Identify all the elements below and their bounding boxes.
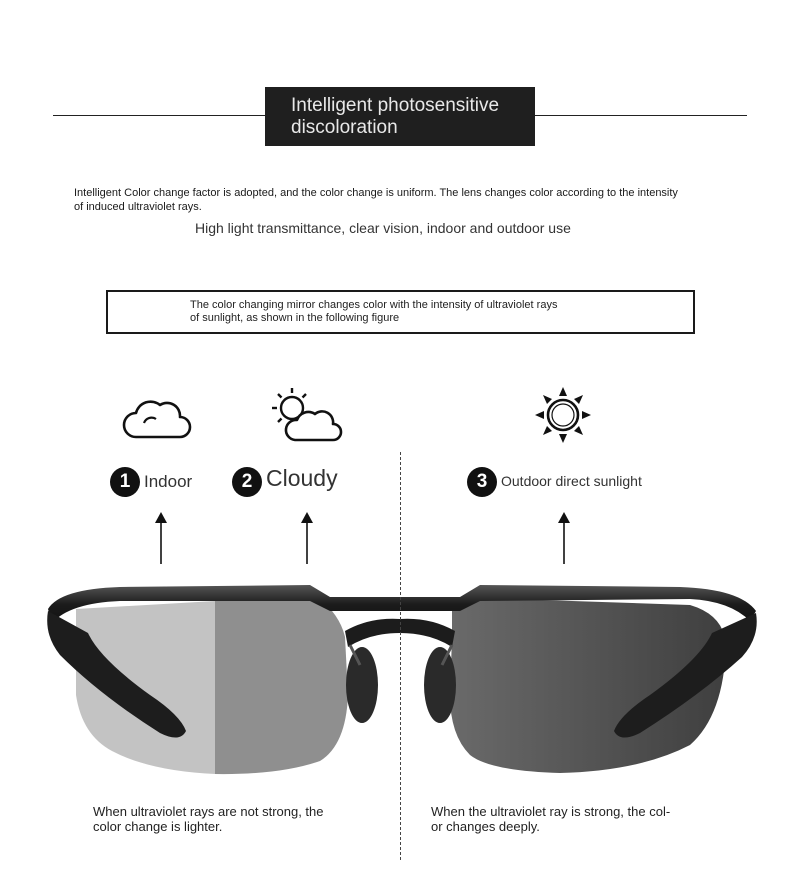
label-cloudy: Cloudy [266,465,338,491]
caption-left-line-2: color change is lighter. [93,819,223,834]
sun-cloud-icon [267,384,343,444]
title-line-1: Intelligent photosensitive [291,95,500,116]
caption-right-line-2: or changes deeply. [431,819,540,834]
title-line-2: discoloration [291,117,398,138]
intro-line-2: of induced ultraviolet rays. [74,201,202,213]
caption-right-line-1: When the ultraviolet ray is strong, the col- [431,804,671,819]
title-rule-left [53,115,265,116]
note-line-1: The color changing mirror changes color with the intensity of ultraviolet rays [190,299,558,311]
title-rule-right [535,115,747,116]
intro-line-1: Intelligent Color change factor is adopted, and the color change is uniform. The lens changes color according to the intensity [74,187,678,199]
label-indoor: Indoor [144,472,193,491]
badge-1: 1 [110,467,140,497]
divider-line [400,452,401,860]
lens-mid [215,597,348,774]
intro-subline: High light transmittance, clear vision, indoor and outdoor use [195,220,571,236]
cloud-icon [122,393,194,441]
arrow-up-icon [300,512,314,564]
label-outdoor: Outdoor direct sunlight [501,473,642,489]
sunglasses-image [0,575,790,785]
caption-left-line-1: When ultraviolet rays are not strong, the [93,804,324,819]
note-line-2: of sunlight, as shown in the following figure [190,312,400,324]
sun-icon [533,385,593,445]
badge-3: 3 [467,467,497,497]
arrow-up-icon [154,512,168,564]
intro-text [74,186,764,214]
caption-right [431,804,670,834]
arrow-up-icon [557,512,571,564]
badge-2: 2 [232,467,262,497]
caption-left [93,804,324,834]
title-box [265,87,535,146]
note-box [106,290,695,334]
